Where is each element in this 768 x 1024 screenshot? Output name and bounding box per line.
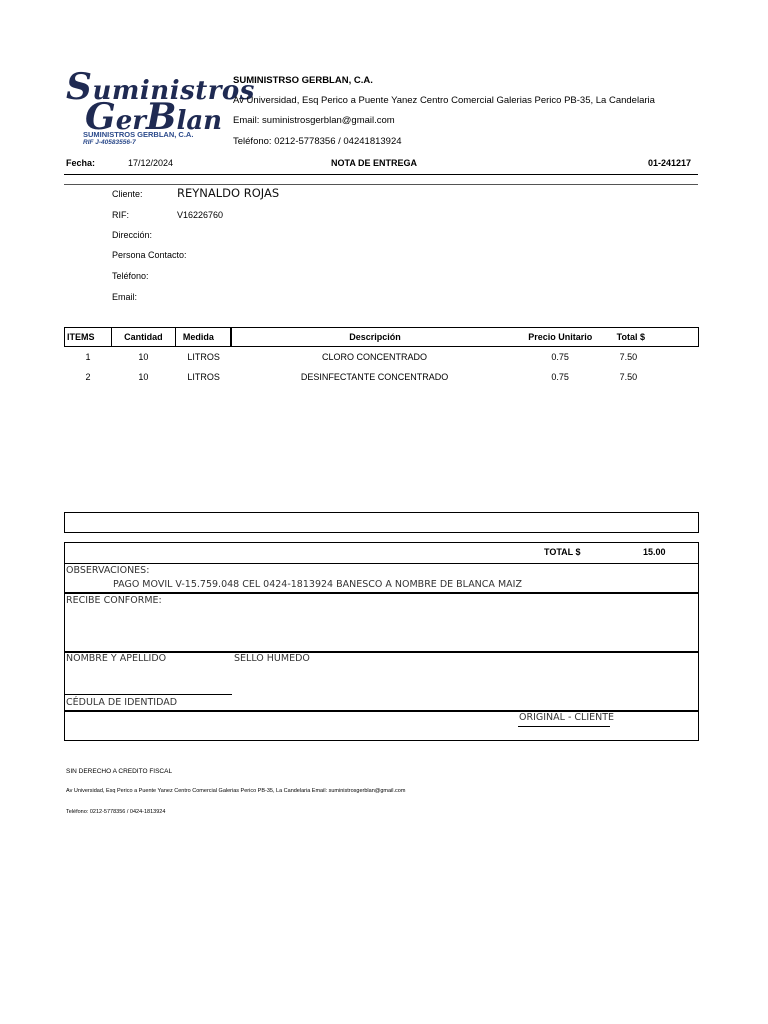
cell-total: 7.50 (619, 352, 638, 362)
divider (64, 592, 699, 594)
document-number: 01-241217 (648, 158, 692, 168)
document-title: NOTA DE ENTREGA (331, 158, 418, 168)
cell-precio: 0.75 (551, 372, 569, 382)
logo-wordmark-top: Suministros (66, 66, 255, 108)
col-items: ITEMS (65, 328, 112, 347)
company-phone: Teléfono: 0212-5778356 / 04241813924 (233, 136, 402, 147)
copy-underline (518, 726, 610, 727)
col-medida: Medida (175, 328, 231, 347)
fecha-label: Fecha: (66, 158, 96, 168)
logo-rif: RIF J-40583556-7 (83, 139, 136, 146)
cell-item: 1 (85, 352, 91, 362)
footer-address: Av Universidad, Esq Perico a Puente Yanez Centro Comercial Galerias Perico PB-35, La Candelaria Email: suministrosgerblan@gmail.com (66, 788, 406, 794)
table-header-row (65, 328, 699, 347)
cliente-value: REYNALDO ROJAS (177, 186, 280, 200)
table-row (65, 347, 699, 368)
cedula-label: CÉDULA DE IDENTIDAD (66, 697, 178, 708)
cell-precio: 0.75 (551, 352, 569, 362)
col-precio: Precio Unitario (518, 328, 603, 347)
contacto-label: Persona Contacto: (112, 250, 187, 260)
divider (64, 563, 699, 564)
total-value: 15.00 (643, 547, 666, 557)
email-label: Email: (112, 292, 138, 302)
logo-wordmark-bottom: GerBlan (85, 96, 223, 138)
nombre-label: NOMBRE Y APELLIDO (66, 653, 167, 664)
footer-fiscal-note: SIN DERECHO A CREDITO FISCAL (66, 768, 173, 775)
logo-subtitle: SUMINISTROS GERBLAN, C.A. (83, 130, 194, 139)
fecha-value: 17/12/2024 (128, 158, 174, 168)
rif-value: V16226760 (177, 210, 224, 220)
cell-item: 2 (85, 372, 91, 382)
cell-cantidad: 10 (138, 372, 149, 382)
divider (64, 184, 698, 185)
col-descripcion: Descripción (231, 328, 517, 347)
company-address: Av Universidad, Esq Perico a Puente Yanez Centro Comercial Galerias Perico PB-35, La Candelaria (233, 95, 655, 106)
company-name: SUMINISTRSO GERBLAN, C.A. (233, 75, 373, 86)
col-cantidad: Cantidad (111, 328, 175, 347)
cliente-label: Cliente: (112, 189, 143, 199)
cell-cantidad: 10 (138, 352, 149, 362)
footer-phone: Teléfono: 0212-5778356 / 0424-1813924 (66, 809, 166, 815)
col-total: Total $ (603, 328, 699, 347)
telefono-label: Teléfono: (112, 271, 149, 281)
total-label: TOTAL $ (544, 547, 581, 557)
sello-label: SELLO HUMEDO (234, 653, 310, 664)
cell-descripcion: CLORO CONCENTRADO (322, 352, 428, 362)
cedula-signature-line (64, 694, 232, 695)
items-table (64, 327, 699, 387)
table-row (65, 367, 699, 387)
rif-label: RIF: (112, 210, 129, 220)
direccion-label: Dirección: (112, 230, 153, 240)
recibe-label: RECIBE CONFORME: (66, 595, 162, 606)
cell-total: 7.50 (619, 372, 638, 382)
divider (64, 174, 698, 175)
cell-medida: LITROS (187, 372, 220, 382)
cell-medida: LITROS (187, 352, 220, 362)
blank-box (64, 512, 699, 533)
observaciones-label: OBSERVACIONES: (66, 565, 150, 576)
observaciones-text: PAGO MOVIL V-15.759.048 CEL 0424-1813924 BANESCO A NOMBRE DE BLANCA MAIZ (113, 579, 522, 590)
company-email: Email: suministrosgerblan@gmail.com (233, 115, 395, 126)
cell-descripcion: DESINFECTANTE CONCENTRADO (300, 372, 449, 382)
copy-label: ORIGINAL - CLIENTE (519, 712, 615, 723)
